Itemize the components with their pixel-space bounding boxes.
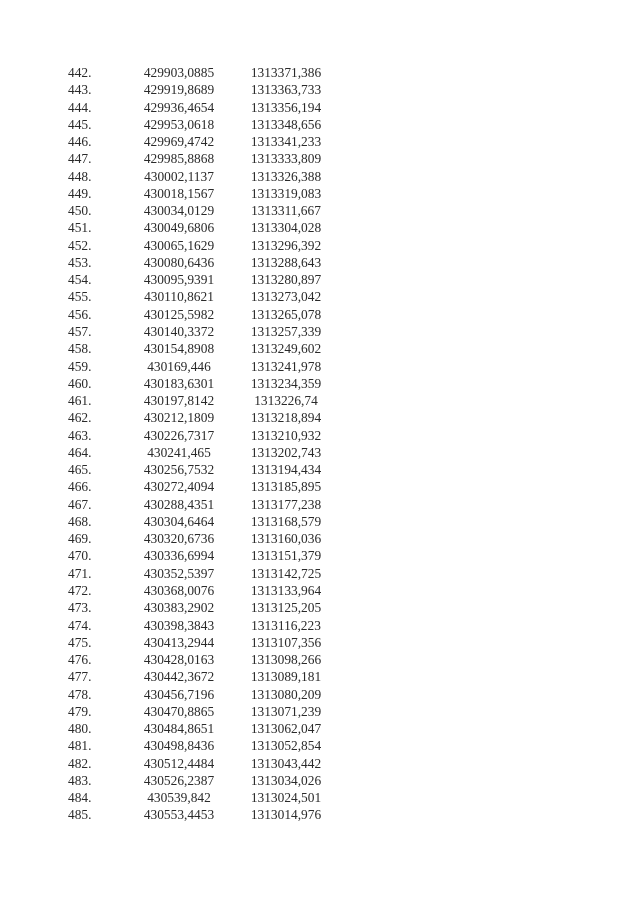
y-coordinate: 1313080,209: [250, 686, 322, 702]
table-row: [60, 444, 336, 461]
y-coordinate: 1313177,238: [250, 496, 322, 512]
x-coordinate: 430442,3672: [143, 669, 215, 685]
x-coordinate: 430398,3843: [143, 617, 215, 633]
x-coordinate: 430241,465: [147, 444, 211, 460]
x-coordinate: 430413,2944: [143, 634, 215, 650]
table-row: [60, 150, 336, 167]
y-coordinate: 1313133,964: [250, 582, 322, 598]
row-number: 453.: [68, 254, 92, 270]
table-row: [60, 99, 336, 116]
row-number: 461.: [68, 393, 92, 409]
table-row: [60, 496, 336, 513]
x-coordinate: 430080,6436: [143, 254, 215, 270]
row-number: 452.: [68, 237, 92, 253]
y-coordinate: 1313326,388: [250, 168, 322, 184]
table-row: [60, 392, 336, 409]
y-coordinate: 1313160,036: [250, 531, 322, 547]
y-coordinate: 1313052,854: [250, 738, 322, 754]
y-coordinate: 1313241,978: [250, 358, 322, 374]
row-number: 463.: [68, 427, 92, 443]
y-coordinate: 1313288,643: [250, 254, 322, 270]
y-coordinate: 1313071,239: [250, 703, 322, 719]
row-number: 446.: [68, 134, 92, 150]
x-coordinate: 430212,1809: [143, 410, 215, 426]
x-coordinate: 430125,5982: [143, 306, 215, 322]
x-coordinate: 430197,8142: [143, 393, 215, 409]
row-number: 450.: [68, 203, 92, 219]
x-coordinate: 430095,9391: [143, 272, 215, 288]
x-coordinate: 430154,8908: [143, 341, 215, 357]
x-coordinate: 430456,7196: [143, 686, 215, 702]
x-coordinate: 429903,0885: [143, 65, 215, 80]
row-number: 442.: [68, 65, 92, 80]
row-number: 477.: [68, 669, 92, 685]
x-coordinate: 430018,1567: [143, 185, 215, 201]
coordinate-table-body: [60, 64, 336, 824]
table-row: [60, 202, 336, 219]
x-coordinate: 430512,4484: [143, 755, 215, 771]
x-coordinate: 430169,446: [147, 358, 211, 374]
y-coordinate: 1313089,181: [250, 669, 322, 685]
y-coordinate: 1313185,895: [250, 479, 322, 495]
x-coordinate: 430002,1137: [144, 168, 214, 184]
table-row: [60, 720, 336, 737]
row-number: 458.: [68, 341, 92, 357]
row-number: 443.: [68, 82, 92, 98]
row-number: 454.: [68, 272, 92, 288]
table-row: [60, 168, 336, 185]
y-coordinate: 1313168,579: [250, 513, 322, 529]
table-row: [60, 133, 336, 150]
table-row: [60, 219, 336, 236]
y-coordinate: 1313218,894: [250, 410, 322, 426]
x-coordinate: 430368,0076: [143, 582, 215, 598]
row-number: 462.: [68, 410, 92, 426]
table-row: [60, 116, 336, 133]
x-coordinate: 429919,8689: [143, 82, 215, 98]
y-coordinate: 1313194,434: [250, 462, 322, 478]
x-coordinate: 430065,1629: [143, 237, 215, 253]
table-row: [60, 547, 336, 564]
x-coordinate: 430304,6464: [143, 513, 215, 529]
row-number: 449.: [68, 185, 92, 201]
x-coordinate: 430049,6806: [143, 220, 215, 236]
x-coordinate: 430034,0129: [143, 203, 215, 219]
y-coordinate: 1313265,078: [250, 306, 322, 322]
row-number: 447.: [68, 151, 92, 167]
table-row: [60, 185, 336, 202]
row-number: 448.: [68, 168, 92, 184]
row-number: 480.: [68, 721, 92, 737]
table-row: [60, 358, 336, 375]
x-coordinate: 430470,8865: [143, 703, 215, 719]
table-row: [60, 755, 336, 772]
y-coordinate: 1313043,442: [250, 755, 322, 771]
table-row: [60, 686, 336, 703]
coordinate-table: [60, 64, 336, 824]
table-row: [60, 237, 336, 254]
table-row: [60, 306, 336, 323]
row-number: 455.: [68, 289, 92, 305]
x-coordinate: 430428,0163: [143, 652, 215, 668]
table-row: [60, 582, 336, 599]
row-number: 474.: [68, 617, 92, 633]
table-row: [60, 478, 336, 495]
x-coordinate: 430553,4453: [143, 807, 215, 823]
row-number: 468.: [68, 513, 92, 529]
y-coordinate: 1313107,356: [250, 634, 322, 650]
row-number: 479.: [68, 703, 92, 719]
x-coordinate: 430484,8651: [143, 721, 215, 737]
row-number: 460.: [68, 375, 92, 391]
x-coordinate: 430336,6994: [143, 548, 215, 564]
y-coordinate: 1313319,083: [250, 185, 322, 201]
y-coordinate: 1313311,667: [251, 203, 321, 219]
table-row: [60, 375, 336, 392]
x-coordinate: 430539,842: [147, 790, 211, 806]
x-coordinate: 430110,8621: [144, 289, 214, 305]
y-coordinate: 1313226,74: [254, 393, 318, 409]
row-number: 451.: [68, 220, 92, 236]
x-coordinate: 429953,0618: [143, 116, 215, 132]
x-coordinate: 429936,4654: [143, 99, 215, 115]
table-row: [60, 323, 336, 340]
row-number: 473.: [68, 600, 92, 616]
x-coordinate: 430183,6301: [143, 375, 215, 391]
row-number: 464.: [68, 444, 92, 460]
table-row: [60, 737, 336, 754]
y-coordinate: 1313341,233: [250, 134, 322, 150]
y-coordinate: 1313249,602: [250, 341, 322, 357]
row-number: 471.: [68, 565, 92, 581]
x-coordinate: 429985,8868: [143, 151, 215, 167]
row-number: 466.: [68, 479, 92, 495]
y-coordinate: 1313062,047: [250, 721, 322, 737]
row-number: 445.: [68, 116, 92, 132]
x-coordinate: 430352,5397: [143, 565, 215, 581]
y-coordinate: 1313142,725: [250, 565, 322, 581]
row-number: 485.: [68, 807, 92, 823]
table-row: [60, 513, 336, 530]
table-row: [60, 81, 336, 98]
table-row: [60, 64, 336, 81]
y-coordinate: 1313348,656: [250, 116, 322, 132]
y-coordinate: 1313257,339: [250, 323, 322, 339]
table-row: [60, 599, 336, 616]
table-row: [60, 565, 336, 582]
x-coordinate: 430226,7317: [143, 427, 215, 443]
row-number: 472.: [68, 582, 92, 598]
table-row: [60, 288, 336, 305]
y-coordinate: 1313151,379: [250, 548, 322, 564]
table-row: [60, 271, 336, 288]
x-coordinate: 429969,4742: [143, 134, 215, 150]
y-coordinate: 1313333,809: [250, 151, 322, 167]
row-number: 481.: [68, 738, 92, 754]
row-number: 483.: [68, 772, 92, 788]
x-coordinate: 430526,2387: [143, 772, 215, 788]
x-coordinate: 430256,7532: [143, 462, 215, 478]
row-number: 444.: [68, 99, 92, 115]
y-coordinate: 1313125,205: [250, 600, 322, 616]
table-row: [60, 340, 336, 357]
y-coordinate: 1313202,743: [250, 444, 322, 460]
row-number: 478.: [68, 686, 92, 702]
y-coordinate: 1313116,223: [251, 617, 321, 633]
x-coordinate: 430288,4351: [143, 496, 215, 512]
row-number: 484.: [68, 790, 92, 806]
row-number: 470.: [68, 548, 92, 564]
x-coordinate: 430320,6736: [143, 531, 215, 547]
table-row: [60, 789, 336, 806]
table-row: [60, 427, 336, 444]
y-coordinate: 1313356,194: [250, 99, 322, 115]
table-row: [60, 634, 336, 651]
row-number: 482.: [68, 755, 92, 771]
y-coordinate: 1313014,976: [250, 807, 322, 823]
y-coordinate: 1313024,501: [250, 790, 322, 806]
table-row: [60, 409, 336, 426]
row-number: 469.: [68, 531, 92, 547]
table-row: [60, 651, 336, 668]
table-row: [60, 530, 336, 547]
table-row: [60, 617, 336, 634]
x-coordinate: 430498,8436: [143, 738, 215, 754]
table-row: [60, 461, 336, 478]
y-coordinate: 1313363,733: [250, 82, 322, 98]
y-coordinate: 1313371,386: [250, 65, 322, 80]
row-number: 459.: [68, 358, 92, 374]
x-coordinate: 430140,3372: [143, 323, 215, 339]
table-row: [60, 254, 336, 271]
row-number: 465.: [68, 462, 92, 478]
row-number: 475.: [68, 634, 92, 650]
row-number: 476.: [68, 652, 92, 668]
y-coordinate: 1313098,266: [250, 652, 322, 668]
y-coordinate: 1313273,042: [250, 289, 322, 305]
table-row: [60, 772, 336, 789]
table-row: [60, 703, 336, 720]
table-row: [60, 668, 336, 685]
row-number: 457.: [68, 323, 92, 339]
y-coordinate: 1313296,392: [250, 237, 322, 253]
y-coordinate: 1313034,026: [250, 772, 322, 788]
table-row: [60, 806, 336, 823]
row-number: 467.: [68, 496, 92, 512]
y-coordinate: 1313280,897: [250, 272, 322, 288]
x-coordinate: 430272,4094: [143, 479, 215, 495]
y-coordinate: 1313234,359: [250, 375, 322, 391]
row-number: 456.: [68, 306, 92, 322]
y-coordinate: 1313304,028: [250, 220, 322, 236]
x-coordinate: 430383,2902: [143, 600, 215, 616]
y-coordinate: 1313210,932: [250, 427, 322, 443]
